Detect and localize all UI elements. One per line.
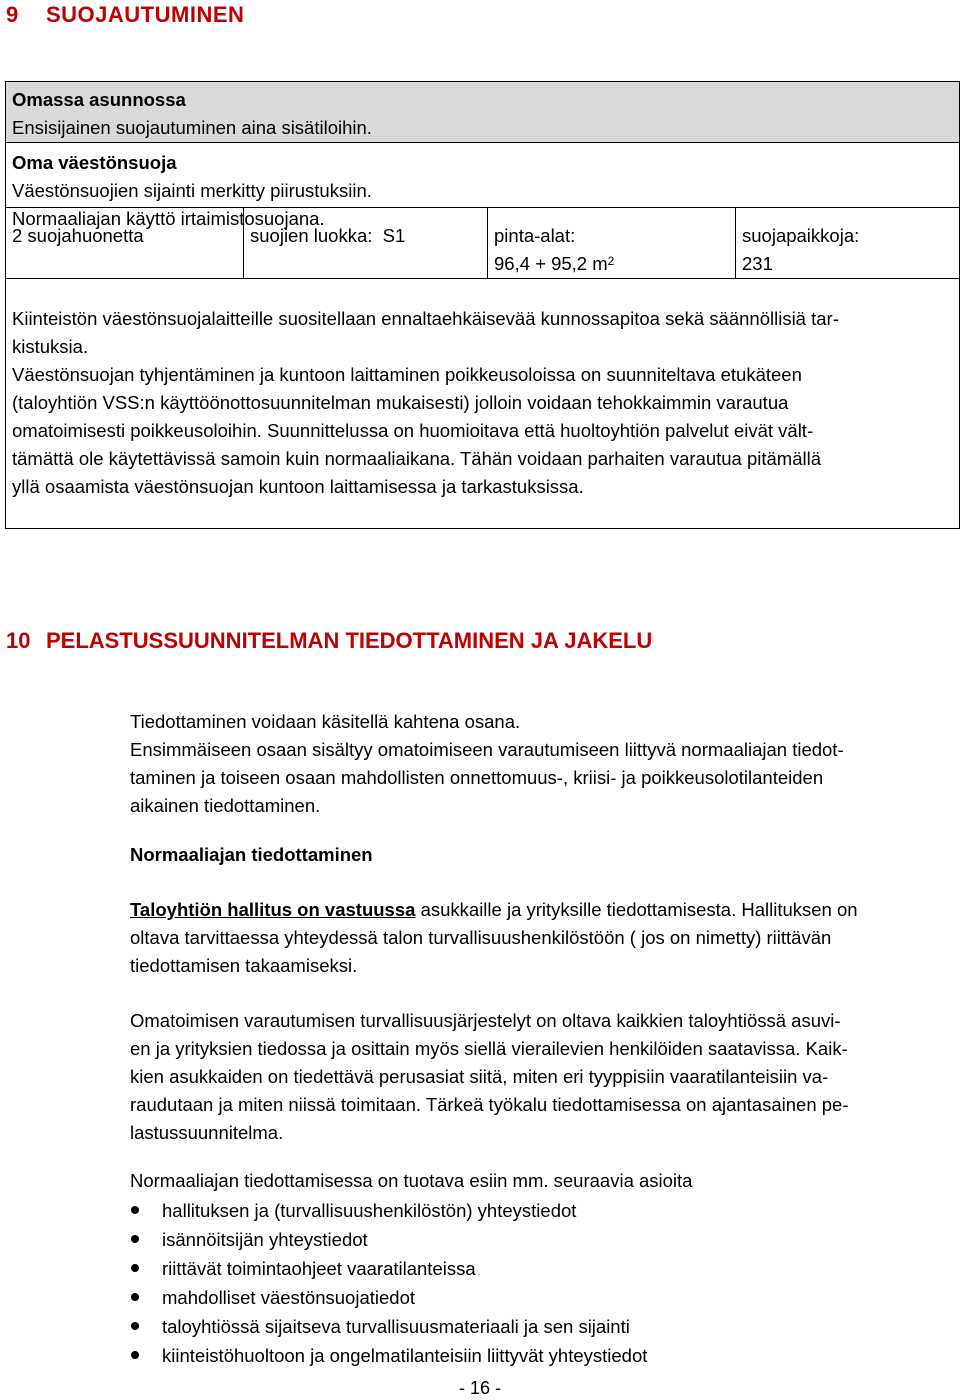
self-prep-line: raudutaan ja miten niissä toimitaan. Tärkeä työkalu tiedottamisessa on ajantasainen pe- <box>130 1094 849 1115</box>
maintenance-line: omatoimisesti poikkeusoloihin. Suunnittelussa on huomioitava että huoltoyhtiön palvelut eivät vält- <box>12 420 814 441</box>
info-items-list <box>130 1196 946 1370</box>
area-value-line <box>494 250 729 278</box>
section-10-title: PELASTUSSUUNNITELMAN TIEDOTTAMINEN JA JAKELU <box>46 628 653 653</box>
bullet-icon <box>131 1206 139 1214</box>
board-line: tiedottamisen takaamiseksi. <box>130 955 358 976</box>
intro-line: aikainen tiedottaminen. <box>130 795 321 816</box>
list-item <box>130 1283 946 1312</box>
own-home-text: Ensisijainen suojautuminen aina sisätiloihin. <box>12 117 372 138</box>
self-prep-line: kien asukkaiden on tiedettävä perusasiat siitä, miten eri tyyppisiin vaaratilanteisiin va- <box>130 1066 829 1087</box>
bullet-icon <box>131 1293 139 1301</box>
list-item <box>130 1254 946 1283</box>
section-10-number: 10 <box>6 628 31 653</box>
maintenance-cell <box>6 279 960 529</box>
bullet-icon <box>131 1235 139 1243</box>
maintenance-line: Kiinteistön väestönsuojalaitteille suositellaan ennaltaehkäisevää kunnossapitoa sekä säännöllisiä tar- <box>12 308 839 329</box>
list-item-text: kiinteistöhuoltoon ja ongelmatilanteisiin liittyvät yhteystiedot <box>162 1345 648 1366</box>
bullet-icon <box>131 1264 139 1272</box>
shelter-label: Oma väestönsuoja <box>12 152 177 173</box>
places-cell <box>736 208 960 279</box>
list-item-text: taloyhtiössä sijaitseva turvallisuusmateriaali ja sen sijainti <box>162 1316 630 1337</box>
maintenance-line: (taloyhtiön VSS:n käyttöönottosuunnitelman mukaisesti) jolloin voidaan tehokkaimmin varautua <box>12 392 789 413</box>
area-unit-superscript: 2 <box>607 254 615 268</box>
normal-time-subheading: Normaaliajan tiedottaminen <box>130 844 373 865</box>
maintenance-line: Väestönsuojan tyhjentäminen ja kuntoon laittaminen poikkeusoloissa on suunniteltava etukäteen <box>12 364 802 385</box>
shelter-class: suojien luokka: S1 <box>250 225 406 246</box>
shelter-line-1: Väestönsuojien sijainti merkitty piirustuksiin. <box>12 180 372 201</box>
list-item <box>130 1312 946 1341</box>
list-item-text: hallituksen ja (turvallisuushenkilöstön) yhteystiedot <box>162 1200 577 1221</box>
list-item <box>130 1341 946 1370</box>
own-home-label: Omassa asunnossa <box>12 89 186 110</box>
places-value: 231 <box>742 253 773 274</box>
intro-line: Tiedottaminen voidaan käsitellä kahtena osana. <box>130 711 521 732</box>
list-item <box>130 1225 946 1254</box>
area-value: 96,4 + 95,2 m <box>494 253 608 274</box>
shelter-info-box <box>5 81 960 529</box>
self-prep-line: lastussuunnitelma. <box>130 1122 284 1143</box>
board-line: oltava tarvittaessa yhteydessä talon turvallisuushenkilöstöön ( jos on nimetty) riittävän <box>130 927 832 948</box>
board-responsibility-line <box>130 896 946 924</box>
maintenance-line: tämättä ole käytettävissä samoin kuin normaaliaikana. Tähän voidaan parhaiten varautua pitämällä <box>12 448 821 469</box>
section-10-body <box>130 708 946 1370</box>
list-intro: Normaaliajan tiedottamisessa on tuotava esiin mm. seuraavia asioita <box>130 1170 693 1191</box>
page-number: - 16 - <box>458 1378 501 1398</box>
shelter-rooms: 2 suojahuonetta <box>12 225 144 246</box>
own-home-cell <box>6 82 960 143</box>
intro-line: Ensimmäiseen osaan sisältyy omatoimiseen varautumiseen liittyvä normaaliajan tiedot- <box>130 739 844 760</box>
list-item-text: mahdolliset väestönsuojatiedot <box>162 1287 415 1308</box>
list-item <box>130 1196 946 1225</box>
bullet-icon <box>131 1351 139 1359</box>
board-responsibility-rest: asukkaille ja yrityksille tiedottamisesta. Hallituksen on <box>415 899 858 920</box>
list-item-text: riittävät toimintaohjeet vaaratilanteissa <box>162 1258 476 1279</box>
list-item-text: isännöitsijän yhteystiedot <box>162 1229 368 1250</box>
board-responsibility-emphasis: Taloyhtiön hallitus on vastuussa <box>130 899 416 920</box>
area-label: pinta-alat: <box>494 225 576 246</box>
shelter-line-2: Normaaliajan käyttö irtaimistosuojana. <box>12 208 325 229</box>
bullet-icon <box>131 1322 139 1330</box>
section-10-heading <box>6 628 652 654</box>
places-label: suojapaikkoja: <box>742 225 860 246</box>
area-cell <box>488 208 736 279</box>
shelter-cell <box>6 143 960 229</box>
section-9-heading <box>6 2 244 28</box>
maintenance-line: kistuksia. <box>12 336 89 357</box>
section-9-number: 9 <box>6 2 19 27</box>
intro-line: taminen ja toiseen osaan mahdollisten onnettomuus-, kriisi- ja poikkeusolotilanteiden <box>130 767 824 788</box>
section-9-title: SUOJAUTUMINEN <box>46 2 245 27</box>
self-prep-line: Omatoimisen varautumisen turvallisuusjärjestelyt on oltava kaikkien taloyhtiössä asuvi- <box>130 1010 841 1031</box>
self-prep-line: en ja yrityksien tiedossa ja osittain myös siellä vierailevien henkilöiden saatavissa. Kaik- <box>130 1038 848 1059</box>
maintenance-line: yllä osaamista väestönsuojan kuntoon laittamisessa ja tarkastuksissa. <box>12 476 584 497</box>
